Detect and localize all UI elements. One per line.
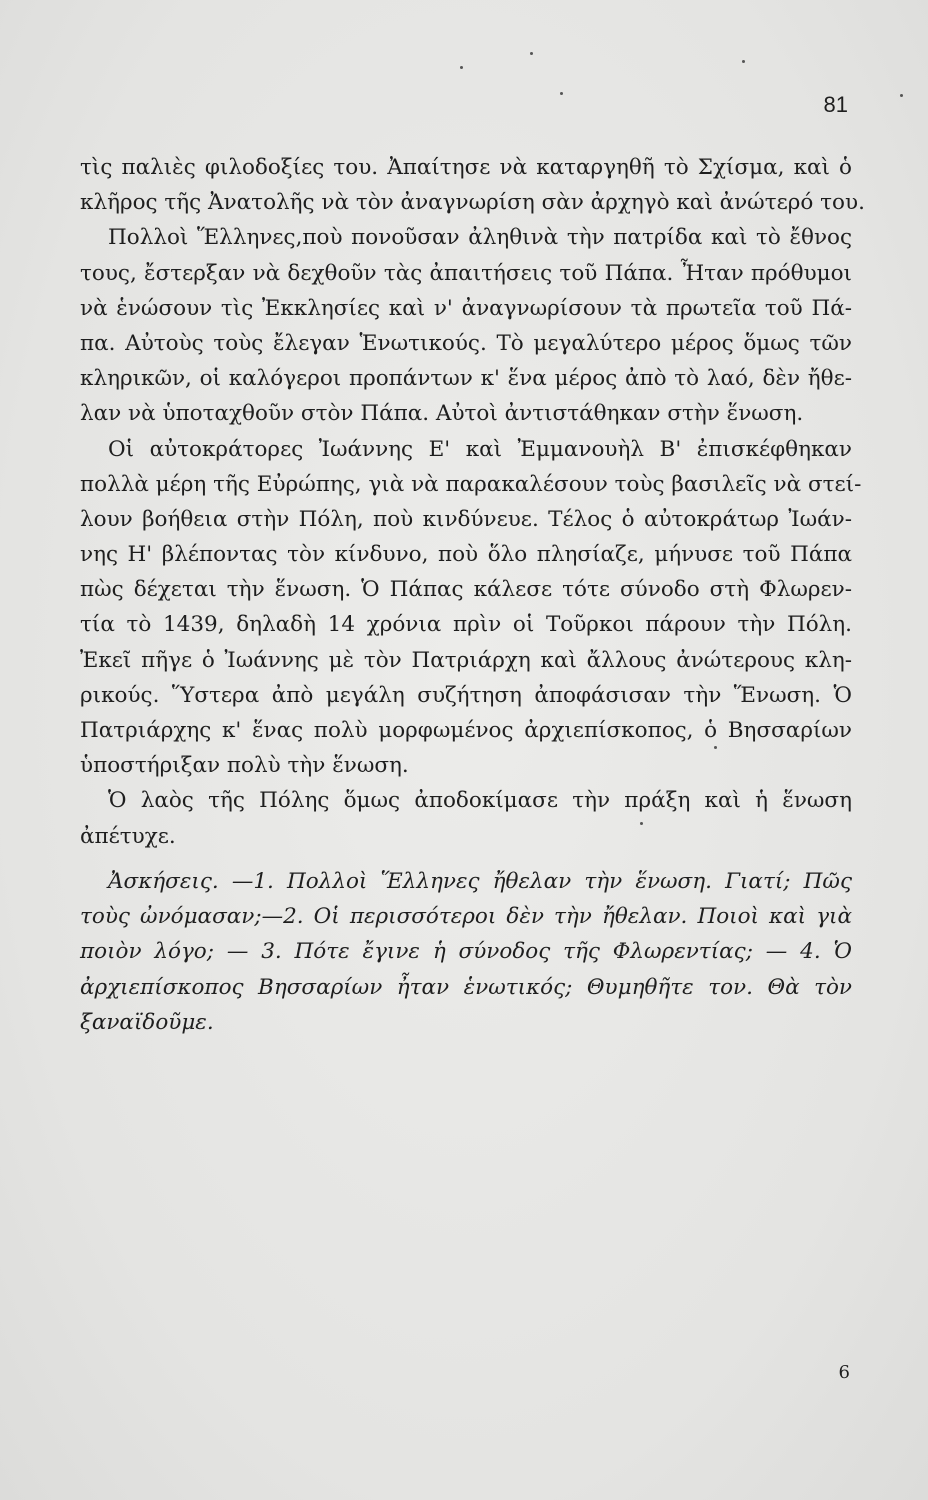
- page-number: 81: [823, 92, 848, 117]
- print-speck: [460, 66, 463, 69]
- main-text-block: [80, 150, 865, 854]
- print-speck: [742, 60, 745, 63]
- text-line: τους, ἔστερξαν νὰ δεχθοῦν τὰς ἀπαιτήσεις τοῦ Πάπα. Ἦταν πρόθυμοι: [80, 260, 852, 286]
- text-line: Πατριάρχης κ' ἕνας πολὺ μορφωμένος ἀρχιεπίσκοπος, ὁ Βησσαρίων: [80, 718, 852, 743]
- text-line: λαν νὰ ὑποταχθοῦν στὸν Πάπα. Αὐτοὶ ἀντιστάθηκαν στὴν ἕνωση.: [80, 401, 804, 427]
- print-speck: [530, 52, 533, 55]
- text-line: πολλὰ μέρη τῆς Εὐρώπης, γιὰ νὰ παρακαλέσουν τοὺς βασιλεῖς νὰ στεί-: [80, 471, 862, 497]
- print-speck: [640, 822, 643, 825]
- text-line: κλῆρος τῆς Ἀνατολῆς νὰ τὸν ἀναγνωρίση σὰν ἀρχηγὸ καὶ ἀνώτερό του.: [80, 190, 865, 216]
- text-line: νης Η' βλέποντας τὸν κίνδυνο, ποὺ ὅλο πλησίαζε, μήνυσε τοῦ Πάπα: [80, 542, 852, 568]
- text-line: κληρικῶν, οἱ καλόγεροι προπάντων κ' ἕνα μέρος ἀπὸ τὸ λαό, δὲν ἤθε-: [80, 366, 852, 392]
- text-line: Ὁ λαὸς τῆς Πόλης ὅμως ἀποδοκίμασε τὴν πράξη καὶ ἡ ἕνωση: [108, 788, 852, 814]
- text-line: ρικούς. Ὕστερα ἀπὸ μεγάλη συζήτηση ἀποφάσισαν τὴν Ἕνωση. Ὁ: [80, 682, 852, 708]
- exercises-block: [80, 864, 852, 1040]
- print-speck: [900, 94, 903, 97]
- exercise-line: ξαναϊδοῦμε.: [80, 1009, 214, 1035]
- text-line: ἀπέτυχε.: [80, 823, 176, 849]
- text-line: πὼς δέχεται τὴν ἕνωση. Ὁ Πάπας κάλεσε τότε σύνοδο στὴ Φλωρεν-: [80, 577, 852, 603]
- exercise-line: τοὺς ὠνόμασαν;—2. Οἱ περισσότεροι δὲν τὴν ἤθελαν. Ποιοὶ καὶ γιὰ: [80, 904, 852, 930]
- text-line: Ἐκεῖ πῆγε ὁ Ἰωάννης μὲ τὸν Πατριάρχη καὶ ἄλλους ἀνώτερους κλη-: [80, 647, 852, 673]
- text-line: λουν βοήθεια στὴν Πόλη, ποὺ κινδύνευε. Τέλος ὁ αὐτοκράτωρ Ἰωάν-: [80, 506, 852, 532]
- printer-signature-mark: 6: [838, 1362, 850, 1383]
- text-line: Οἱ αὐτοκράτορες Ἰωάννης Ε' καὶ Ἐμμανουὴλ Β' ἐπισκέφθηκαν: [108, 436, 852, 462]
- exercise-line: Ἀσκήσεις. —1. Πολλοὶ Ἕλληνες ἤθελαν τὴν ἕνωση. Γιατί; Πῶς: [108, 869, 852, 894]
- print-speck: [560, 92, 563, 95]
- exercise-line: ποιὸν λόγο; — 3. Πότε ἔγινε ἡ σύνοδος τῆς Φλωρεντίας; — 4. Ὁ: [80, 939, 852, 965]
- text-line: τία τὸ 1439, δηλαδὴ 14 χρόνια πρὶν οἱ Τοῦρκοι πάρουν τὴν Πόλη.: [80, 612, 852, 638]
- text-line: ὑποστήριξαν πολὺ τὴν ἕνωση.: [80, 753, 409, 779]
- exercise-line: ἀρχιεπίσκοπος Βησσαρίων ἦταν ἑνωτικός; Θυμηθῆτε τον. Θὰ τὸν: [80, 974, 852, 1000]
- print-speck: [714, 746, 717, 749]
- text-line: τὶς παλιὲς φιλοδοξίες του. Ἀπαίτησε νὰ καταργηθῆ τὸ Σχίσμα, καὶ ὁ: [80, 155, 852, 180]
- text-line: νὰ ἑνώσουν τὶς Ἐκκλησίες καὶ ν' ἀναγνωρίσουν τὰ πρωτεῖα τοῦ Πά-: [80, 295, 852, 321]
- text-line: πα. Αὐτοὺς τοὺς ἔλεγαν Ἑνωτικούς. Τὸ μεγαλύτερο μέρος ὅμως τῶν: [80, 330, 852, 356]
- text-line: Πολλοὶ Ἕλληνες,ποὺ πονοῦσαν ἀληθινὰ τὴν πατρίδα καὶ τὸ ἔθνος: [108, 225, 852, 251]
